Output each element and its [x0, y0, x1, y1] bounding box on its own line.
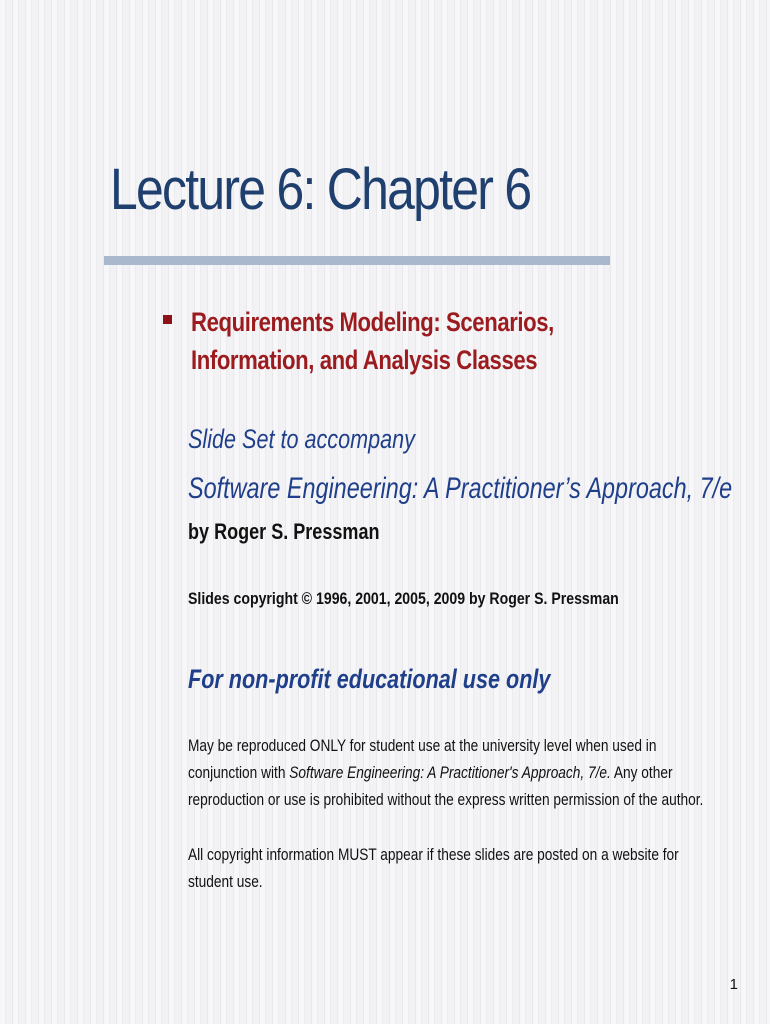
page-number: 1 — [729, 976, 738, 993]
bullet-text: Requirements Modeling: Scenarios, Information, and Analysis Classes — [191, 307, 554, 375]
copyright-paragraph: All copyright information MUST appear if these slides are posted on a website for student use. — [188, 846, 679, 891]
reproduction-paragraph — [188, 733, 711, 814]
copyright-line: Slides copyright © 1996, 2001, 2005, 2009 by Roger S. Pressman — [188, 589, 619, 608]
reproduction-book-title: Software Engineering: A Practitioner's Approach, 7/e. — [289, 764, 611, 782]
book-title: Software Engineering: A Practitioner’s Approach, 7/e — [188, 472, 733, 505]
slide-title: Lecture 6: Chapter 6 — [110, 157, 531, 222]
accompany-text: Slide Set to accompany — [188, 424, 415, 454]
reproduction-text-end: Any other reproduction or use is prohibited without the express written permission of the author. — [188, 764, 704, 809]
reproduction-text-start: May be reproduced ONLY for student use at the university level when used in conjunction with — [188, 737, 657, 782]
title-underline — [104, 256, 610, 265]
nonprofit-notice: For non-profit educational use only — [188, 664, 551, 694]
author-line: by Roger S. Pressman — [188, 519, 380, 544]
square-bullet-icon — [163, 315, 172, 324]
